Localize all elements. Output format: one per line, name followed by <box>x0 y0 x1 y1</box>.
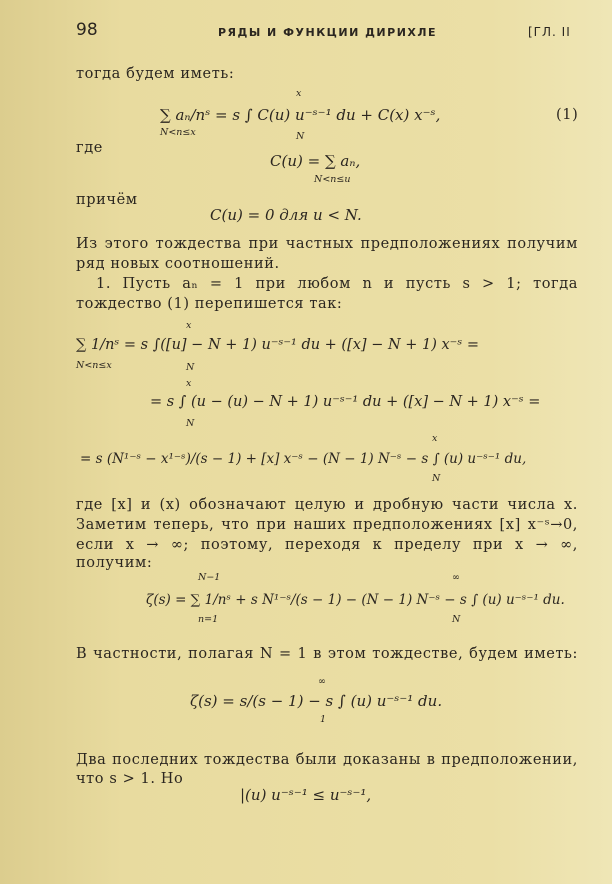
limit: N <box>186 418 195 429</box>
limit: ∞ <box>452 572 460 583</box>
text-line: Заметим теперь, что при наших предположениях [x] x⁻ˢ→0, <box>76 517 578 533</box>
equation-2: ∑ 1/nˢ = s ∫([u] − N + 1) u⁻ˢ⁻¹ du + ([x] − N + 1) x⁻ˢ = <box>76 337 479 353</box>
text-line: если x → ∞; поэтому, переходя к пределу при x → ∞, <box>76 537 578 553</box>
limit: N <box>296 131 305 142</box>
limit: N<n≤x <box>76 360 112 371</box>
text-line: Два последних тождества были доказаны в предположении, <box>76 752 578 768</box>
equation-7: |(u) u⁻ˢ⁻¹ ≤ u⁻ˢ⁻¹, <box>240 786 372 804</box>
limit: N <box>432 473 441 484</box>
limit: n=1 <box>198 614 219 625</box>
equation-6: ζ(s) = s/(s − 1) − s ∫ (u) u⁻ˢ⁻¹ du. <box>190 692 443 710</box>
limit: N <box>186 362 195 373</box>
text-line: что s > 1. Но <box>76 771 184 787</box>
limit: 1 <box>320 714 327 725</box>
text-line: ряд новых соотношений. <box>76 256 280 272</box>
limit: x <box>186 320 192 331</box>
text-line: Из этого тождества при частных предположениях получим <box>76 236 578 252</box>
text-line: В частности, полагая N = 1 в этом тождестве, будем иметь: <box>76 646 578 662</box>
limit: N <box>452 614 461 625</box>
text-line: причём <box>76 192 138 208</box>
text-line: тождество (1) перепишется так: <box>76 296 343 312</box>
limit: ∞ <box>318 676 326 687</box>
equation-c: C(u) = ∑ aₙ, <box>270 152 361 170</box>
limit: N<n≤u <box>314 174 351 185</box>
limit: x <box>186 378 192 389</box>
page-number: 98 <box>76 20 98 40</box>
equation-c0: C(u) = 0 для u < N. <box>210 206 362 224</box>
equation-number: (1) <box>556 107 579 123</box>
limit: x <box>432 433 438 444</box>
running-title: РЯДЫ И ФУНКЦИИ ДИРИХЛЕ <box>218 26 438 39</box>
text-line: где [x] и (x) обозначают целую и дробную части числа x. <box>76 497 578 513</box>
text-line: 1. Пусть aₙ = 1 при любом n и пусть s > 1; тогда <box>96 276 578 292</box>
text-line: тогда будем иметь: <box>76 66 235 82</box>
equation-5: ζ(s) = ∑ 1/nˢ + s N¹⁻ˢ/(s − 1) − (N − 1) N⁻ˢ − s ∫ (u) u⁻ˢ⁻¹ du. <box>146 592 565 608</box>
equation-3: = s ∫ (u − (u) − N + 1) u⁻ˢ⁻¹ du + ([x] − N + 1) x⁻ˢ = <box>150 394 541 410</box>
limit: x <box>296 88 302 99</box>
limit: N<n≤x <box>160 127 196 138</box>
chapter-label: [ГЛ. II <box>528 25 571 39</box>
equation-1: ∑ aₙ/nˢ = s ∫ C(u) u⁻ˢ⁻¹ du + C(x) x⁻ˢ, <box>160 106 441 124</box>
equation-4: = s (N¹⁻ˢ − x¹⁻ˢ)/(s − 1) + [x] x⁻ˢ − (N − 1) N⁻ˢ − s ∫ (u) u⁻ˢ⁻¹ du, <box>80 451 527 467</box>
text-line: где <box>76 140 103 156</box>
limit: N−1 <box>198 572 221 583</box>
text-line: получим: <box>76 555 153 571</box>
